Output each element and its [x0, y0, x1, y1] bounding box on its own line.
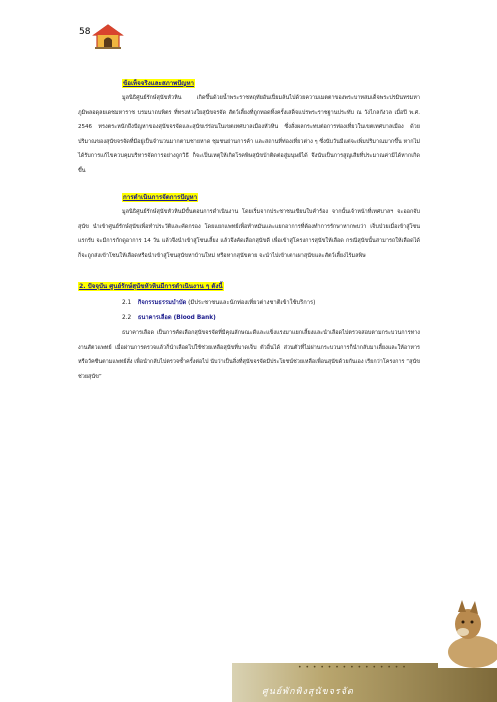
- doghouse-icon: [92, 24, 124, 50]
- paragraph-management: [78, 205, 420, 263]
- footer-dots: • • • • • • • • • • • • • • •: [298, 664, 407, 671]
- list-item-desc: (มีประชาชนและนักท่องเที่ยวต่างชาติเข้าใช้บริการ): [188, 300, 316, 306]
- paragraph-facts-text: มูลนิธิศูนย์รักษ์สุนัขหัวหิน เกิดขึ้นด้วยน้ำพระราชหฤทัยอันเปี่ยมล้นไปด้วยความเมตตาของพระบาทสมเด็จพระปรมินทรมหาภูมิพลอดุลยเดชมหาราช บรมนาถบพิตร ที่ทรงห่วงใยสุนัขจรจัด สัตว์เลี้ยงที่ถูกทอดทิ้งครั้งเสด็จแปรพระราชฐานประทับ ณ วังไกลกังวล เมื่อปี พ.ศ. 2546 ทรงตระหนักถึงปัญหาของสุนัขจรจัดและสุนัขเร่ร่อนในเขตเทศบาลเมืองหัวหิน ซึ่งสั่งผลกระทบต่อการท่องเที่ยวในเขตเทศบาลเมือง ด้วยปริมาณของสุนัขจรจัดที่มีอยู่เป็นจำนวนมากตามชายหาด ชุมชนย่านการค้า และสถานที่ท่องเที่ยวต่าง ๆ ซึ่งนับวันมีแต่จะเพิ่มปริมาณมากขึ้น หากไม่ได้รับการแก้ไขควบคุมบริหารจัดการอย่างถูกวิธี ก็จะเป็นเหตุให้เกิดโรคพิษสุนัขบ้าติดต่อสู่มนุษย์ได้ จึงนับเป็นการสูญเสียที่ประมาณค่ามิได้หากเกิดขึ้น: [78, 95, 420, 174]
- footer-title: ศูนย์พักพิงสุนัขจรจัด: [262, 687, 354, 697]
- section-heading-current: 2. ปัจจุบัน ศูนย์รักษ์สุนัขหัวหินมีการดำเนินงาน ๆ ดังนี้: [79, 283, 223, 290]
- dog-photo: [438, 598, 497, 668]
- section-heading-management: การดำเนินการจัดการปัญหา: [123, 194, 198, 201]
- section-heading-facts: ข้อเท็จจริงและสภาพปัญหา: [123, 80, 194, 87]
- document-body: [78, 64, 420, 384]
- paragraph-management-text: มูลนิธิศูนย์รักษ์สุนัขหัวหินมีขั้นตอนการดำเนินงาน โดยเริ่มจากประชาชนเขียนใบคำร้อง จากนั้นเจ้าหน้าที่เทศบาลฯ จะออกจับสุนัข นำเข้าศูนย์รักษ์สุนัขเพื่อทำประวัติและคัดกรอง โดยแยกแพทย์เพื่อทำหมันและแยกอาการที่ต้องทำการรักษาหากพบว่า เจ็บป่วยเมื่อเข้าสู่โซนแรกรับ จะมีการกักดูอาการ 14 วัน แล้วจึงนำเข้าสู่โซนเลี้ยง แล้วจึงคัดเลือกสุนัขดี เพื่อเข้าสู่โครงการสุนัขให้เลือด กรณีสุนัขนั้นสามารถให้เลือดได้ ก็จะถูกส่งเข้าโซนให้เลือดหรือนำเข้าสู่โซนสุนัขหาบ้านใหม่ หรือหากสุนัขตาย จะนำไปเข้าเตาเผาสุนัขและสัตว์เลี้ยงไร้มลพิษ: [78, 209, 420, 259]
- list-item: [122, 312, 420, 324]
- list-item-title: กิจกรรมธรรมบำบัด: [137, 300, 187, 306]
- paragraph-blood-bank: [78, 326, 420, 384]
- list-item: [122, 297, 420, 309]
- paragraph-blood-bank-text: ธนาคารเลือด เป็นการคัดเลือกสุนัขจรจัดที่มีคุณลักษณะดีและแข็งแรงมาแยกเลี้ยงและนำเลือดไปตรวจสอบตามกระบวนการทางงานสัตวแพทย์ เมื่อผ่านการตรวจแล้วก็นำเลือดไปใช้ช่วยเหลือสุนัขที่บาดเจ็บ ตัวอื่นได้ ส่วนตัวที่ไม่ผ่านกระบวนการก็นำกลับมาเลี้ยงและให้อาหารหรือวัคซีนตามแพทย์สั่ง เพื่อนำกลับไปตรวจซ้ำครั้งต่อไป นับว่าเป็นสิ่งที่สุนัขจรจัดมีประโยชน์ช่วยเหลือเพื่อนสุนัขด้วยกันเอง เรียกว่าโครงการ “สุนัขช่วยสุนัข”: [78, 330, 420, 380]
- paragraph-facts: [78, 91, 420, 178]
- list-item-title: ธนาคารเลือด (Blood Bank): [137, 315, 216, 321]
- list-item-number: 2.1: [122, 300, 132, 306]
- page-number: 58: [79, 27, 91, 37]
- list-item-number: 2.2: [122, 315, 132, 321]
